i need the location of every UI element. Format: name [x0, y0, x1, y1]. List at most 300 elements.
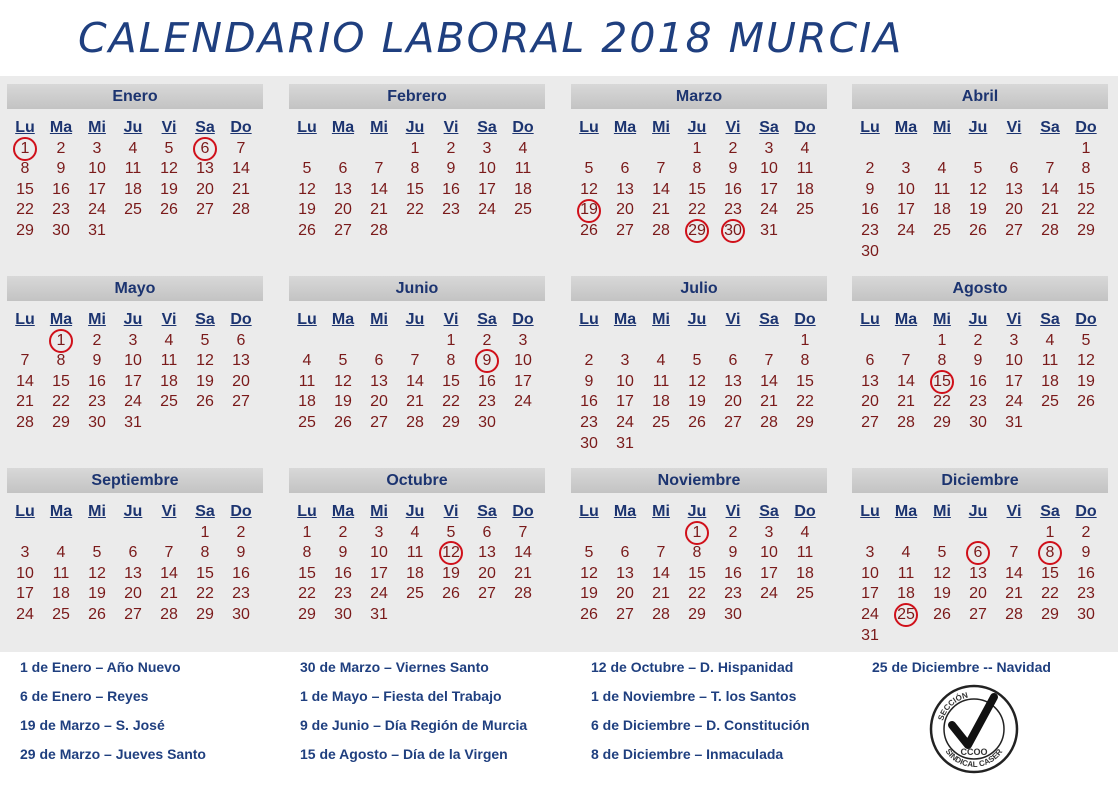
- page-title: CALENDARIO LABORAL 2018 MURCIA: [78, 14, 904, 62]
- day-cell: 8: [800, 352, 810, 370]
- day-cell: 23: [52, 201, 70, 219]
- day-cell: 3: [374, 523, 384, 541]
- day-cell: 13: [196, 160, 214, 178]
- day-cell: 9: [338, 544, 348, 562]
- day-cell: 28: [1041, 221, 1059, 239]
- day-cell: 21: [760, 393, 778, 411]
- month-grid: [289, 502, 545, 626]
- day-cell: 3: [482, 139, 492, 157]
- weekday-label: Do: [794, 311, 816, 328]
- day-cell: 21: [652, 585, 670, 603]
- day-cell: 29: [442, 413, 460, 431]
- day-cell: 9: [92, 352, 102, 370]
- legend-item: 9 de Junio – Día Región de Murcia: [300, 717, 528, 733]
- day-cell: 21: [406, 393, 424, 411]
- empty-cell: [888, 331, 924, 352]
- month-title: Mayo: [7, 276, 263, 301]
- day-cell: 2: [728, 523, 738, 541]
- day-cell: 17: [897, 201, 915, 219]
- day-cell: 27: [124, 605, 142, 623]
- day-cell: 31: [124, 413, 142, 431]
- legend-column: [300, 657, 527, 773]
- day-cell: 20: [969, 585, 987, 603]
- day-cell: 20: [334, 201, 352, 219]
- day-cell: 7: [236, 139, 246, 157]
- day-cell: 24: [616, 413, 634, 431]
- day-cell: 20: [124, 585, 142, 603]
- day-cell: 21: [652, 201, 670, 219]
- day-cell: 31: [861, 626, 879, 644]
- day-cell: 1: [200, 523, 210, 541]
- day-cell: 13: [1005, 180, 1023, 198]
- day-cell: 27: [616, 221, 634, 239]
- day-cell: 8: [446, 352, 456, 370]
- day-cell: 9: [865, 180, 875, 198]
- weekday-label: Mi: [933, 311, 951, 328]
- holiday-day: 29: [679, 221, 715, 242]
- day-cell: 17: [88, 180, 106, 198]
- month-title: Diciembre: [852, 468, 1108, 493]
- day-cell: 11: [406, 544, 424, 562]
- weekday-label: Ma: [894, 119, 918, 136]
- day-cell: 14: [652, 180, 670, 198]
- day-cell: 12: [969, 180, 987, 198]
- day-cell: 25: [796, 201, 814, 219]
- day-cell: 11: [652, 372, 670, 390]
- weekday-label: Vi: [443, 311, 459, 328]
- empty-cell: [571, 139, 607, 160]
- legend-column: [872, 657, 1051, 686]
- day-cell: 6: [620, 160, 630, 178]
- empty-cell: [643, 331, 679, 352]
- day-cell: 23: [969, 393, 987, 411]
- day-cell: 4: [656, 352, 666, 370]
- month-grid: [571, 118, 827, 242]
- day-cell: 23: [442, 201, 460, 219]
- weekday-label: Ju: [968, 503, 988, 520]
- day-cell: 13: [861, 372, 879, 390]
- month-marzo: [571, 84, 827, 242]
- holiday-day: 12: [433, 543, 469, 564]
- day-cell: 11: [796, 544, 814, 562]
- empty-cell: [397, 331, 433, 352]
- weekday-label: Ma: [894, 503, 918, 520]
- empty-cell: [679, 331, 715, 352]
- weekday-label: Ju: [123, 503, 143, 520]
- day-cell: 28: [514, 585, 532, 603]
- empty-cell: [571, 331, 607, 352]
- holiday-day: 6: [960, 543, 996, 564]
- weekday-label: Vi: [1006, 119, 1022, 136]
- day-cell: 25: [406, 585, 424, 603]
- day-cell: 6: [728, 352, 738, 370]
- day-cell: 20: [478, 564, 496, 582]
- weekday-label: Vi: [443, 503, 459, 520]
- day-cell: 6: [1009, 160, 1019, 178]
- day-cell: 7: [20, 352, 30, 370]
- day-cell: 23: [724, 201, 742, 219]
- day-cell: 24: [124, 393, 142, 411]
- empty-cell: [289, 139, 325, 160]
- day-cell: 26: [969, 221, 987, 239]
- empty-cell: [888, 139, 924, 160]
- month-title: Febrero: [289, 84, 545, 109]
- day-cell: 20: [196, 180, 214, 198]
- day-cell: 12: [160, 160, 178, 178]
- day-cell: 12: [580, 180, 598, 198]
- day-cell: 8: [56, 352, 66, 370]
- day-cell: 18: [514, 180, 532, 198]
- holiday-day: 1: [43, 331, 79, 352]
- weekday-label: Mi: [370, 311, 388, 328]
- day-cell: 31: [1005, 413, 1023, 431]
- day-cell: 23: [580, 413, 598, 431]
- legend-item: 6 de Diciembre – D. Constitución: [591, 717, 810, 733]
- weekday-label: Sa: [1040, 311, 1060, 328]
- day-cell: 12: [1077, 352, 1095, 370]
- day-cell: 31: [88, 221, 106, 239]
- day-cell: 13: [724, 372, 742, 390]
- day-cell: 30: [478, 413, 496, 431]
- day-cell: 27: [334, 221, 352, 239]
- day-cell: 5: [584, 544, 594, 562]
- weekday-label: Vi: [1006, 503, 1022, 520]
- day-cell: 10: [370, 544, 388, 562]
- day-cell: 19: [88, 585, 106, 603]
- empty-cell: [361, 139, 397, 160]
- day-cell: 19: [969, 201, 987, 219]
- day-cell: 23: [334, 585, 352, 603]
- day-cell: 26: [933, 605, 951, 623]
- day-cell: 13: [616, 564, 634, 582]
- day-cell: 7: [656, 544, 666, 562]
- day-cell: 16: [232, 564, 250, 582]
- weekday-label: Ju: [123, 311, 143, 328]
- day-cell: 26: [580, 221, 598, 239]
- weekday-label: Sa: [477, 311, 497, 328]
- weekday-label: Mi: [88, 503, 106, 520]
- day-cell: 20: [616, 201, 634, 219]
- weekday-label: Do: [230, 311, 252, 328]
- day-cell: 30: [334, 605, 352, 623]
- day-cell: 17: [861, 585, 879, 603]
- day-cell: 25: [652, 413, 670, 431]
- day-cell: 22: [16, 201, 34, 219]
- day-cell: 20: [370, 393, 388, 411]
- logo-top-text: SECCIÓN: [936, 690, 969, 722]
- month-mayo: [7, 276, 263, 434]
- day-cell: 12: [580, 564, 598, 582]
- day-cell: 22: [406, 201, 424, 219]
- day-cell: 14: [232, 160, 250, 178]
- month-agosto: [852, 276, 1108, 434]
- weekday-label: Lu: [297, 311, 317, 328]
- day-cell: 7: [656, 160, 666, 178]
- weekday-label: Lu: [15, 119, 35, 136]
- month-junio: [289, 276, 545, 434]
- weekday-label: Lu: [15, 311, 35, 328]
- day-cell: 27: [1005, 221, 1023, 239]
- day-cell: 8: [692, 544, 702, 562]
- empty-cell: [79, 523, 115, 544]
- day-cell: 13: [478, 544, 496, 562]
- day-cell: 20: [861, 393, 879, 411]
- day-cell: 27: [370, 413, 388, 431]
- weekday-label: Ju: [405, 119, 425, 136]
- day-cell: 31: [760, 221, 778, 239]
- day-cell: 11: [514, 160, 532, 178]
- weekday-label: Ma: [331, 311, 355, 328]
- day-cell: 3: [92, 139, 102, 157]
- day-cell: 20: [1005, 201, 1023, 219]
- day-cell: 9: [446, 160, 456, 178]
- day-cell: 12: [196, 352, 214, 370]
- day-cell: 3: [764, 139, 774, 157]
- day-cell: 26: [1077, 393, 1095, 411]
- weekday-label: Lu: [579, 503, 599, 520]
- day-cell: 6: [236, 331, 246, 349]
- day-cell: 14: [897, 372, 915, 390]
- day-cell: 16: [724, 180, 742, 198]
- day-cell: 2: [446, 139, 456, 157]
- empty-cell: [325, 331, 361, 352]
- day-cell: 10: [1005, 352, 1023, 370]
- weekday-label: Vi: [725, 311, 741, 328]
- day-cell: 19: [688, 393, 706, 411]
- month-grid: [289, 118, 545, 242]
- empty-cell: [325, 139, 361, 160]
- day-cell: 31: [370, 605, 388, 623]
- ccoo-seal-logo: [928, 683, 1020, 775]
- day-cell: 8: [692, 160, 702, 178]
- day-cell: 10: [124, 352, 142, 370]
- day-cell: 18: [933, 201, 951, 219]
- day-cell: 2: [56, 139, 66, 157]
- day-cell: 15: [16, 180, 34, 198]
- weekday-label: Mi: [88, 119, 106, 136]
- day-cell: 6: [620, 544, 630, 562]
- holiday-day: 25: [888, 605, 924, 626]
- day-cell: 14: [760, 372, 778, 390]
- day-cell: 22: [1077, 201, 1095, 219]
- day-cell: 21: [232, 180, 250, 198]
- day-cell: 14: [406, 372, 424, 390]
- empty-cell: [607, 331, 643, 352]
- day-cell: 26: [88, 605, 106, 623]
- empty-cell: [289, 331, 325, 352]
- day-cell: 25: [933, 221, 951, 239]
- day-cell: 11: [52, 564, 70, 582]
- month-grid: [852, 310, 1108, 434]
- weekday-label: Ju: [968, 119, 988, 136]
- day-cell: 17: [478, 180, 496, 198]
- day-cell: 6: [374, 352, 384, 370]
- weekday-label: Do: [1075, 311, 1097, 328]
- day-cell: 26: [688, 413, 706, 431]
- day-cell: 1: [800, 331, 810, 349]
- day-cell: 16: [478, 372, 496, 390]
- day-cell: 17: [760, 564, 778, 582]
- empty-cell: [607, 139, 643, 160]
- day-cell: 20: [724, 393, 742, 411]
- day-cell: 26: [196, 393, 214, 411]
- day-cell: 7: [1009, 544, 1019, 562]
- weekday-label: Lu: [297, 503, 317, 520]
- weekday-label: Do: [230, 503, 252, 520]
- day-cell: 6: [865, 352, 875, 370]
- day-cell: 4: [56, 544, 66, 562]
- day-cell: 30: [724, 605, 742, 623]
- month-title: Marzo: [571, 84, 827, 109]
- day-cell: 15: [688, 180, 706, 198]
- day-cell: 7: [901, 352, 911, 370]
- legend-item: 19 de Marzo – S. José: [20, 717, 165, 733]
- holiday-day: 1: [679, 523, 715, 544]
- weekday-label: Mi: [933, 119, 951, 136]
- weekday-label: Ju: [687, 311, 707, 328]
- month-enero: [7, 84, 263, 242]
- day-cell: 30: [232, 605, 250, 623]
- day-cell: 1: [410, 139, 420, 157]
- day-cell: 8: [302, 544, 312, 562]
- day-cell: 16: [580, 393, 598, 411]
- weekday-label: Sa: [1040, 119, 1060, 136]
- weekday-label: Mi: [652, 503, 670, 520]
- day-cell: 20: [232, 372, 250, 390]
- empty-cell: [151, 523, 187, 544]
- day-cell: 16: [969, 372, 987, 390]
- weekday-label: Ju: [405, 311, 425, 328]
- day-cell: 29: [796, 413, 814, 431]
- day-cell: 14: [370, 180, 388, 198]
- day-cell: 19: [580, 585, 598, 603]
- day-cell: 15: [1041, 564, 1059, 582]
- day-cell: 7: [164, 544, 174, 562]
- day-cell: 11: [124, 160, 142, 178]
- day-cell: 26: [160, 201, 178, 219]
- empty-cell: [607, 523, 643, 544]
- day-cell: 28: [1005, 605, 1023, 623]
- weekday-label: Lu: [579, 119, 599, 136]
- day-cell: 29: [16, 221, 34, 239]
- day-cell: 30: [1077, 605, 1095, 623]
- day-cell: 8: [1081, 160, 1091, 178]
- day-cell: 2: [482, 331, 492, 349]
- day-cell: 31: [616, 434, 634, 452]
- day-cell: 6: [482, 523, 492, 541]
- legend-item: 1 de Mayo – Fiesta del Trabajo: [300, 688, 502, 704]
- day-cell: 30: [580, 434, 598, 452]
- day-cell: 16: [724, 564, 742, 582]
- day-cell: 11: [897, 564, 915, 582]
- weekday-label: Sa: [759, 119, 779, 136]
- weekday-label: Ju: [687, 503, 707, 520]
- day-cell: 28: [406, 413, 424, 431]
- day-cell: 4: [302, 352, 312, 370]
- day-cell: 12: [933, 564, 951, 582]
- weekday-label: Do: [512, 311, 534, 328]
- weekday-label: Vi: [161, 503, 177, 520]
- day-cell: 21: [1041, 201, 1059, 219]
- day-cell: 19: [160, 180, 178, 198]
- month-grid: [289, 310, 545, 434]
- day-cell: 18: [124, 180, 142, 198]
- day-cell: 2: [973, 331, 983, 349]
- day-cell: 27: [478, 585, 496, 603]
- day-cell: 30: [88, 413, 106, 431]
- weekday-label: Mi: [370, 503, 388, 520]
- logo-bottom-text: SINDICAL CASER: [943, 747, 1005, 770]
- day-cell: 20: [616, 585, 634, 603]
- day-cell: 9: [584, 372, 594, 390]
- day-cell: 15: [406, 180, 424, 198]
- day-cell: 17: [16, 585, 34, 603]
- day-cell: 3: [620, 352, 630, 370]
- day-cell: 8: [200, 544, 210, 562]
- day-cell: 18: [298, 393, 316, 411]
- day-cell: 22: [52, 393, 70, 411]
- month-febrero: [289, 84, 545, 242]
- day-cell: 19: [933, 585, 951, 603]
- weekday-label: Ma: [49, 119, 73, 136]
- logo-center-text: CCOO: [960, 747, 988, 757]
- day-cell: 1: [1045, 523, 1055, 541]
- day-cell: 17: [760, 180, 778, 198]
- day-cell: 27: [196, 201, 214, 219]
- day-cell: 15: [442, 372, 460, 390]
- day-cell: 28: [232, 201, 250, 219]
- day-cell: 28: [160, 605, 178, 623]
- day-cell: 10: [760, 544, 778, 562]
- month-grid: [7, 310, 263, 434]
- day-cell: 6: [338, 160, 348, 178]
- day-cell: 16: [334, 564, 352, 582]
- day-cell: 8: [410, 160, 420, 178]
- day-cell: 30: [52, 221, 70, 239]
- day-cell: 25: [514, 201, 532, 219]
- day-cell: 5: [302, 160, 312, 178]
- day-cell: 10: [88, 160, 106, 178]
- day-cell: 2: [1081, 523, 1091, 541]
- empty-cell: [571, 523, 607, 544]
- day-cell: 17: [514, 372, 532, 390]
- legend-item: 29 de Marzo – Jueves Santo: [20, 746, 206, 762]
- day-cell: 14: [16, 372, 34, 390]
- day-cell: 13: [124, 564, 142, 582]
- day-cell: 3: [1009, 331, 1019, 349]
- day-cell: 1: [446, 331, 456, 349]
- day-cell: 16: [1077, 564, 1095, 582]
- day-cell: 15: [1077, 180, 1095, 198]
- day-cell: 23: [478, 393, 496, 411]
- day-cell: 22: [933, 393, 951, 411]
- day-cell: 9: [973, 352, 983, 370]
- day-cell: 17: [124, 372, 142, 390]
- month-title: Enero: [7, 84, 263, 109]
- weekday-label: Ma: [613, 311, 637, 328]
- day-cell: 23: [724, 585, 742, 603]
- day-cell: 9: [728, 160, 738, 178]
- day-cell: 6: [128, 544, 138, 562]
- day-cell: 3: [518, 331, 528, 349]
- legend-column: [591, 657, 810, 773]
- empty-cell: [7, 523, 43, 544]
- day-cell: 30: [969, 413, 987, 431]
- weekday-label: Sa: [759, 311, 779, 328]
- day-cell: 22: [688, 201, 706, 219]
- weekday-label: Mi: [88, 311, 106, 328]
- empty-cell: [852, 331, 888, 352]
